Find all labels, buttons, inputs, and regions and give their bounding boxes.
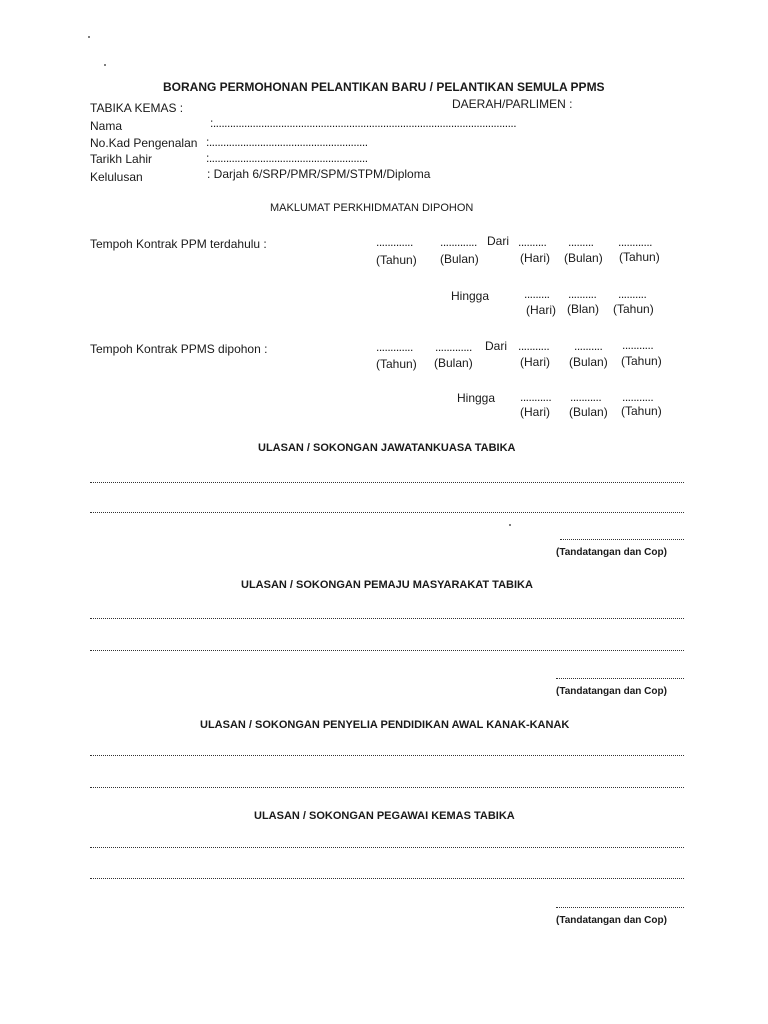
ic-field[interactable]: :........................................................ — [206, 135, 368, 149]
dipohon-bulan2-caption: (Bulan) — [569, 355, 608, 369]
jawatankuasa-signature-line[interactable] — [560, 539, 684, 540]
dipohon-hingga-label: Hingga — [457, 391, 496, 405]
terdahulu-bulan-field[interactable]: ............. — [440, 235, 477, 249]
pemaju-signature-label: (Tandatangan dan Cop) — [556, 686, 667, 697]
section-pegawai-heading: ULASAN / SOKONGAN PEGAWAI KEMAS TABIKA — [254, 810, 515, 822]
scan-speck — [104, 64, 106, 66]
terdahulu-dari-label: Dari — [487, 234, 510, 248]
terdahulu-tahun-caption: (Tahun) — [376, 253, 417, 267]
dipohon-bulan-caption: (Bulan) — [434, 356, 473, 370]
terdahulu-hingga-label: Hingga — [451, 289, 490, 303]
jawatankuasa-comment-line-1[interactable] — [90, 482, 684, 483]
dipohon-to-hari-caption: (Hari) — [520, 405, 550, 419]
pegawai-signature-label: (Tandatangan dan Cop) — [556, 915, 667, 926]
terdahulu-bulan-caption: (Bulan) — [440, 252, 479, 266]
kelulusan-value: : Darjah 6/SRP/PMR/SPM/STPM/Diploma — [207, 167, 431, 181]
dipohon-tahun-field[interactable]: ............. — [376, 340, 413, 354]
terdahulu-hari-caption: (Hari) — [520, 251, 550, 265]
dipohon-to-hari-field[interactable]: ........... — [520, 390, 552, 404]
penyelia-comment-line-2[interactable] — [90, 787, 684, 788]
terdahulu-to-bulan-field[interactable]: .......... — [568, 287, 597, 301]
dipohon-from-tahun-field[interactable]: ........... — [622, 338, 654, 352]
terdahulu-from-tahun-field[interactable]: ............ — [618, 235, 653, 249]
terdahulu-to-hari-caption: (Hari) — [526, 303, 556, 317]
terdahulu-to-tahun-field[interactable]: .......... — [618, 287, 647, 301]
terdahulu-bulan2-caption: (Bulan) — [564, 251, 603, 265]
form-title: BORANG PERMOHONAN PELANTIKAN BARU / PELANTIKAN SEMULA PPMS — [163, 80, 605, 94]
dipohon-to-tahun-caption: (Tahun) — [621, 404, 662, 418]
terdahulu-to-tahun-caption: (Tahun) — [613, 302, 654, 316]
kelulusan-label: Kelulusan — [90, 170, 143, 184]
scan-speck — [509, 524, 511, 526]
section-pemaju-heading: ULASAN / SOKONGAN PEMAJU MASYARAKAT TABIKA — [241, 579, 533, 591]
terdahulu-to-bulan-caption: (Blan) — [567, 302, 600, 316]
kontrak-dipohon-label: Tempoh Kontrak PPMS dipohon : — [90, 342, 268, 356]
pegawai-comment-line-2[interactable] — [90, 878, 684, 879]
scan-speck — [88, 36, 90, 38]
terdahulu-from-hari-field[interactable]: .......... — [518, 235, 547, 249]
section-jawatankuasa-heading: ULASAN / SOKONGAN JAWATANKUASA TABIKA — [258, 442, 516, 454]
terdahulu-tahun-field[interactable]: ............. — [376, 235, 413, 249]
dob-label: Tarikh Lahir — [90, 152, 153, 166]
pegawai-signature-line[interactable] — [556, 907, 684, 908]
ic-label: No.Kad Pengenalan — [90, 136, 198, 150]
nama-label: Nama — [90, 119, 123, 133]
dob-field[interactable]: :........................................................ — [206, 151, 368, 165]
tabika-label: TABIKA KEMAS : — [90, 101, 184, 115]
dipohon-bulan-field[interactable]: ............. — [435, 340, 472, 354]
dipohon-tahun-caption: (Tahun) — [376, 357, 417, 371]
dipohon-to-tahun-field[interactable]: ........... — [622, 390, 654, 404]
pemaju-signature-line[interactable] — [556, 678, 684, 679]
dipohon-from-hari-field[interactable]: ........... — [518, 339, 550, 353]
pemaju-comment-line-2[interactable] — [90, 650, 684, 651]
daerah-label: DAERAH/PARLIMEN : — [452, 97, 573, 111]
terdahulu-to-hari-field[interactable]: ......... — [524, 287, 550, 301]
dipohon-to-bulan-field[interactable]: ........... — [570, 390, 602, 404]
dipohon-dari-label: Dari — [485, 339, 508, 353]
kontrak-terdahulu-label: Tempoh Kontrak PPM terdahulu : — [90, 237, 267, 251]
dipohon-hari-caption: (Hari) — [520, 355, 550, 369]
dipohon-to-bulan-caption: (Bulan) — [569, 405, 608, 419]
penyelia-comment-line-1[interactable] — [90, 755, 684, 756]
pegawai-comment-line-1[interactable] — [90, 847, 684, 848]
dipohon-tahun2-caption: (Tahun) — [621, 354, 662, 368]
section-penyelia-heading: ULASAN / SOKONGAN PENYELIA PENDIDIKAN AWAL KANAK-KANAK — [200, 719, 570, 731]
dipohon-from-bulan-field[interactable]: .......... — [574, 339, 603, 353]
jawatankuasa-signature-label: (Tandatangan dan Cop) — [556, 547, 667, 558]
jawatankuasa-comment-line-2[interactable] — [90, 512, 684, 513]
nama-field[interactable]: :........................................................................................................... — [210, 116, 517, 130]
terdahulu-from-bulan-field[interactable]: ......... — [568, 235, 594, 249]
terdahulu-tahun2-caption: (Tahun) — [619, 250, 660, 264]
service-heading: MAKLUMAT PERKHIDMATAN DIPOHON — [270, 202, 474, 214]
pemaju-comment-line-1[interactable] — [90, 618, 684, 619]
